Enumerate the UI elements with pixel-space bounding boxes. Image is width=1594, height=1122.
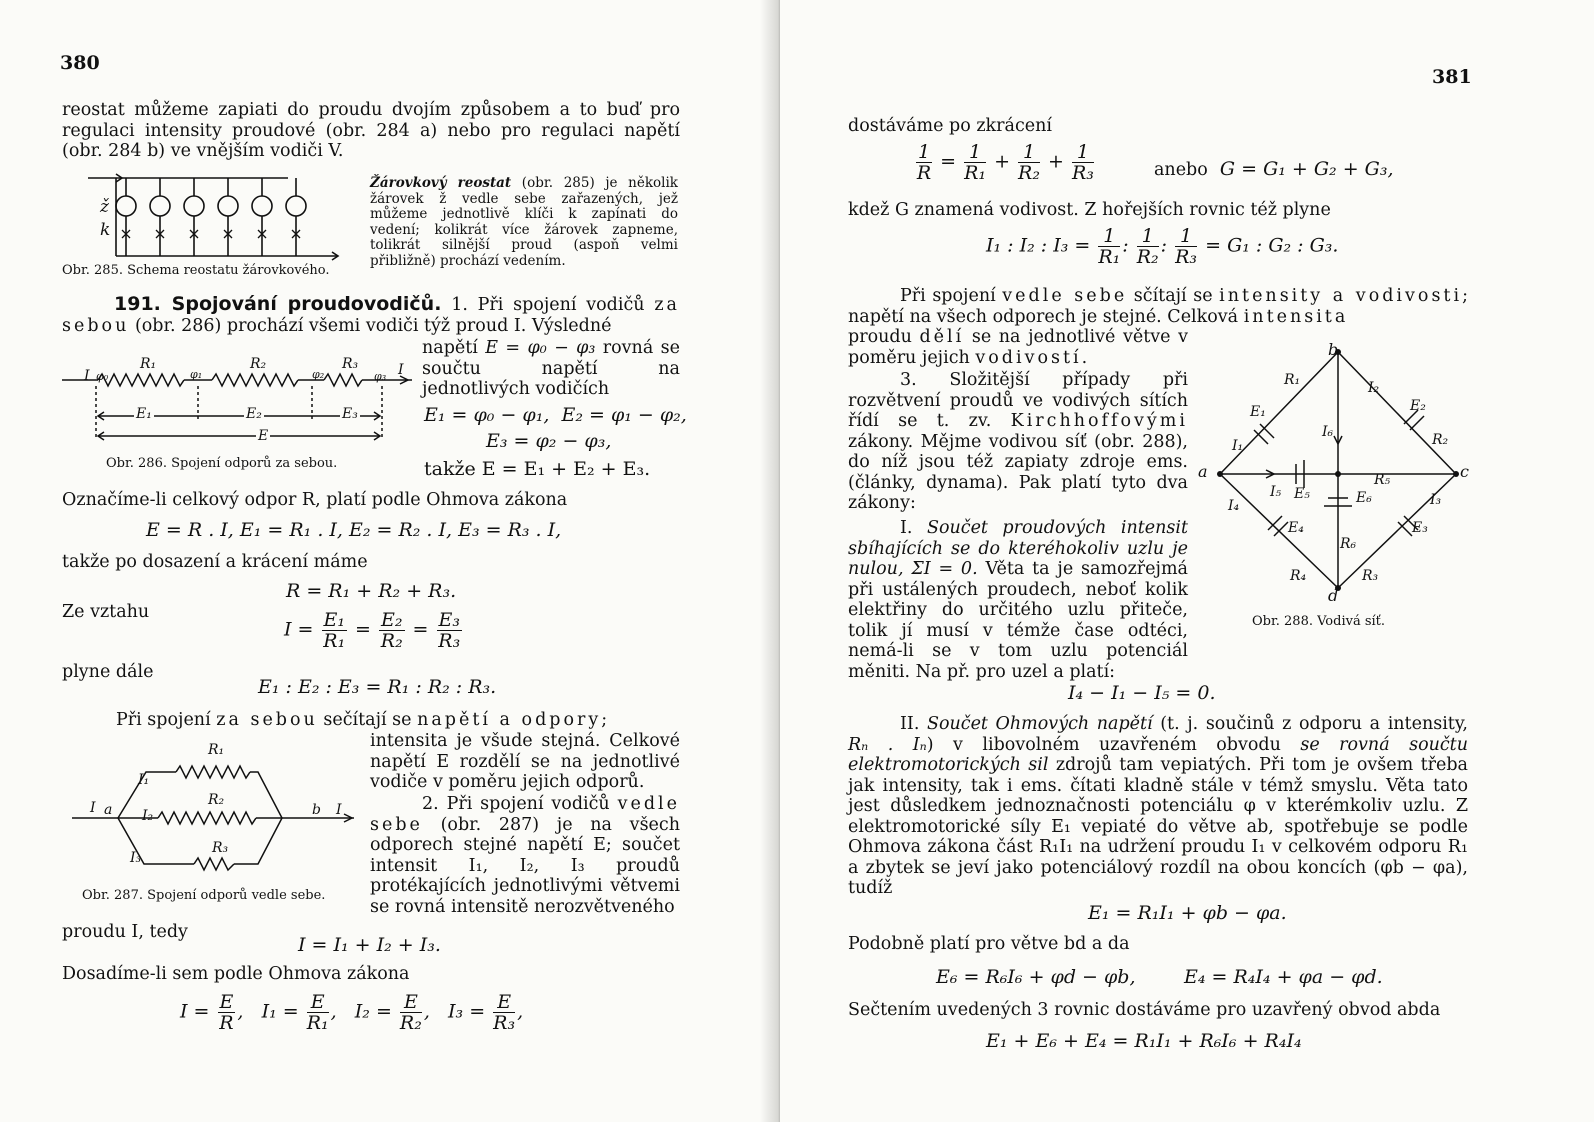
fig287-node-a: a bbox=[104, 802, 113, 818]
fig287-r2: R₂ bbox=[208, 792, 225, 808]
parallel-summary: Při spojení vedle sebe sčítají se intensity a vodivosti; napětí na všech odporech je stejné. Celková intensita bbox=[848, 286, 1468, 327]
proudu-tedy: proudu I, tedy bbox=[62, 922, 188, 942]
e1-branch-eq: E₁ = R₁I₁ + φb − φa. bbox=[1088, 902, 1287, 924]
napeti-text: napětí E = φ₀ − φ₃ rovná se součtu napětí na jednotlivých vodičích bbox=[422, 338, 680, 399]
fig287-i1: I₁ bbox=[138, 772, 150, 788]
conductance-eq: anebo G = G₁ + G₂ + G₃, bbox=[1154, 158, 1394, 180]
fig288-r3: R₃ bbox=[1362, 568, 1379, 584]
fig288-node-d: d bbox=[1328, 586, 1339, 605]
fig286-i-left: I bbox=[84, 368, 90, 384]
reciprocal-resistance-eq: $\frac{1}{R}$ = $\frac{1}{\text{R₁}}$ + $\frac{1}{\text{R₂}}$ + $\frac{1}{\text{R₃}}$ bbox=[916, 141, 1094, 184]
fig286-e3: E₃ bbox=[342, 406, 358, 422]
fig286-phi0: φ₀ bbox=[96, 370, 109, 383]
fig287-r1: R₁ bbox=[208, 742, 225, 758]
fig285-caption: Obr. 285. Schema reostatu žárovkového. bbox=[62, 263, 330, 278]
fig286-phi3: φ₃ bbox=[374, 370, 387, 383]
dosadime: Dosadíme-li sem podle Ohmova zákona bbox=[62, 964, 410, 984]
fig286-i-right: I bbox=[398, 362, 404, 378]
fig288-r2: R₂ bbox=[1432, 432, 1449, 448]
fig286-phi2: φ₂ bbox=[312, 368, 325, 381]
fig288-node-c: c bbox=[1460, 462, 1469, 481]
fig288-caption: Obr. 288. Vodivá síť. bbox=[1252, 614, 1386, 629]
r-sum-eq: R = R₁ + R₂ + R₃. bbox=[286, 580, 457, 602]
page-number-right: 381 bbox=[1432, 66, 1472, 88]
fig288-i6: I₆ bbox=[1322, 424, 1334, 440]
section-191-intro: 191. Spojování proudovodičů. 1. Při spojení vodičů za sebou (obr. 286) prochází všemi vodiči týž proud I. Výsledné bbox=[62, 293, 680, 336]
fig288-i5: I₅ bbox=[1270, 484, 1282, 500]
eq-e1-e2: E₁ = φ₀ − φ₁, E₂ = φ₁ − φ₂, bbox=[424, 404, 687, 426]
kirchhoff-law-2: II. Součet Ohmových napětí (t. j. součinů z odporu a intensity, Rₙ . Iₙ) v libovolném uzavřeném obvodu se rovná součtu elektromotorických sil zdrojů tam vepiatých. Při tom je ovšem třeba jak intensity, tak i ems. čítati kladně stále v témž smyslu. Věta tato jest důsledkem jednoznačnosti potenciálu φ v kterémkoliv uzlu. Z elektromotorické síly E₁ vepiaté do větve ab, spotřebuje se podle Ohmova zákona část R₁I₁ na udržení proudu I₁ v celkovém odporu R₁ a zbytek se jeví jako potenciálový rozdíl na obou koncích (φb − φa), tudíž bbox=[848, 714, 1468, 898]
intro-paragraph: reostat můžeme zapiati do proudu dvojím způsobem a to buď pro regulaci intensity proudové (obr. 284 a) nebo pro regulaci napětí (obr. 284 b) ve vnějším vodiči V. bbox=[62, 100, 680, 161]
ohm-fraction-eqs: I = $\frac{E}{R}$ , I₁ = $\frac{E}{\text{R₁}}$ , I₂ = $\frac{E}{\text{R₂}}$ , I₃ = $\frac{E}{\text{R₃}}$ , bbox=[180, 991, 524, 1034]
fig287-node-b: b bbox=[312, 802, 321, 818]
parallel-summary-cont: proudu dělí se na jednotlivé větve v poměru jejich vodivostí. bbox=[848, 327, 1188, 368]
fig285-lamp-rheostat bbox=[88, 172, 350, 262]
fig288-network bbox=[1208, 338, 1488, 608]
fig285-label-k: k bbox=[100, 220, 111, 240]
fig288-i3: I₃ bbox=[1430, 492, 1442, 508]
podobne: Podobně platí pro větve bd a da bbox=[848, 934, 1130, 954]
fig288-node-a: a bbox=[1198, 462, 1208, 481]
fig286-r2: R₂ bbox=[250, 356, 267, 372]
po-dosazeni: takže po dosazení a krácení máme bbox=[62, 552, 368, 572]
eq-takze: takže E = E₁ + E₂ + E₃. bbox=[424, 458, 651, 480]
fig286-e1: E₁ bbox=[136, 406, 152, 422]
fig288-r5: R₅ bbox=[1374, 472, 1391, 488]
fig287-i3: I₃ bbox=[130, 850, 142, 866]
dostavame: dostáváme po zkrácení bbox=[848, 116, 1052, 136]
series-statement-rest: intensita je všude stejná. Celkové napětí E rozdělí se na jednotlivé vodiče v poměru jejich odporů. bbox=[370, 731, 680, 792]
kirchhoff-law-1: I. Součet proudových intensit sbíhajících se do kteréhokoliv uzlu je nulou, ΣI = 0. Věta ta je samozřejmá při ustálených proudech, neboť kolik elektřiny do určitého uzlu přiteče, tolik jí musí v témže čase odtéci, nemá-li se v tom uzlu potenciál měniti. Na př. pro uzel a platí: bbox=[848, 518, 1188, 682]
kdez: kdež G znamená vodivost. Z hořejších rovnic též plyne bbox=[848, 200, 1331, 220]
ze-vztahu: Ze vztahu bbox=[62, 602, 150, 622]
fig288-node-b: b bbox=[1328, 340, 1339, 359]
fig288-e4: E₄ bbox=[1288, 520, 1304, 536]
fig286-r3: R₃ bbox=[342, 356, 359, 372]
fig287-caption: Obr. 287. Spojení odporů vedle sebe. bbox=[82, 888, 326, 903]
final-loop-eq: E₁ + E₆ + E₄ = R₁I₁ + R₆I₆ + R₄I₄ bbox=[986, 1030, 1302, 1052]
parallel-statement: 2. Při spojení vodičů vedle sebe (obr. 287) je na všech odporech stejné napětí E; součet intensit I₁, I₂, I₃ proudů protékajících jednotlivými větvemi se rovná intensitě nerozvětveného bbox=[370, 794, 680, 917]
fig287-i-left: I bbox=[90, 800, 96, 816]
fig286-e: E bbox=[258, 428, 269, 444]
left-page bbox=[0, 0, 780, 1122]
series-statement-line: Při spojení za sebou sečítají se napětí a odpory; bbox=[116, 710, 611, 730]
e4-branch-eq: E₄ = R₄I₄ + φa − φd. bbox=[1184, 966, 1383, 988]
ohm-intro: Označíme-li celkový odpor R, platí podle Ohmova zákona bbox=[62, 490, 568, 510]
fig288-e6: E₆ bbox=[1356, 490, 1372, 506]
fig286-e2: E₂ bbox=[246, 406, 262, 422]
current-fraction-eq: I = $\frac{\text{E₁}}{\text{R₁}}$ = $\frac{\text{E₂}}{\text{R₂}}$ = $\frac{\text{E₃}}{\text{R₃}}$ bbox=[284, 609, 461, 652]
fig288-i4: I₄ bbox=[1228, 498, 1240, 514]
fig288-r4: R₄ bbox=[1290, 568, 1307, 584]
i-sum-eq: I = I₁ + I₂ + I₃. bbox=[298, 934, 441, 956]
ohm-equations: E = R . I, E₁ = R₁ . I, E₂ = R₂ . I, E₃ = R₃ . I, bbox=[146, 519, 562, 541]
fig286-r1: R₁ bbox=[140, 356, 157, 372]
fig288-e2: E₂ bbox=[1410, 398, 1426, 414]
lamp-rheostat-text: Žárovkový reostat (obr. 285) je několik žárovek ž vedle sebe zařazených, jež můžeme jednotlivě klíči k zapínati do vedení; kolikrát více žárovek zapneme, tolikrát silnější proud (aspoň velmi přibližně) prochází vedením. bbox=[370, 175, 678, 269]
fig288-e5: E₅ bbox=[1294, 486, 1310, 502]
fig287-i-right: I bbox=[336, 802, 342, 818]
right-page bbox=[780, 0, 1594, 1122]
section-191-title: 191. Spojování proudovodičů. bbox=[114, 293, 442, 315]
fig288-r6: R₆ bbox=[1340, 536, 1357, 552]
fig288-i1: I₁ bbox=[1232, 438, 1244, 454]
complex-networks-text: 3. Složitější případy při rozvětvení proudů ve vodivých sítích řídí se t. zv. Kirchhoffovými zákony. Mějme vodivou síť (obr. 288), do níž jsou též zapiaty zdroje ems. (články, dynama). Pak platí tyto dva zákony: bbox=[848, 370, 1188, 513]
fig288-e1: E₁ bbox=[1250, 404, 1266, 420]
e6-branch-eq: E₆ = R₆I₆ + φd − φb, bbox=[936, 966, 1136, 988]
fig286-phi1: φ₁ bbox=[190, 368, 203, 381]
ratio-eq: E₁ : E₂ : E₃ = R₁ : R₂ : R₃. bbox=[258, 676, 497, 698]
fig286-series-circuit bbox=[62, 352, 414, 452]
fig288-r1: R₁ bbox=[1284, 372, 1301, 388]
fig288-e3: E₃ bbox=[1412, 520, 1428, 536]
sectenim: Sečtením uvedených 3 rovnic dostáváme pro uzavřený obvod abda bbox=[848, 1000, 1441, 1020]
node-a-eq: I₄ − I₁ − I₅ = 0. bbox=[1068, 682, 1216, 704]
fig287-r3: R₃ bbox=[212, 840, 229, 856]
fig288-i2: I₂ bbox=[1368, 380, 1380, 396]
fig287-i2: I₂ bbox=[142, 808, 154, 824]
fig285-label-z: ž bbox=[100, 197, 109, 217]
current-ratio-eq: I₁ : I₂ : I₃ = $\frac{1}{\text{R₁}}$ : $\frac{1}{\text{R₂}}$ : $\frac{1}{\text{R₃}}$ = G₁ : G₂ : G₃. bbox=[986, 225, 1339, 268]
plyne-dale: plyne dále bbox=[62, 662, 154, 682]
page-number-left: 380 bbox=[60, 52, 100, 74]
eq-e3: E₃ = φ₂ − φ₃, bbox=[486, 430, 612, 452]
fig286-caption: Obr. 286. Spojení odporů za sebou. bbox=[106, 456, 338, 471]
